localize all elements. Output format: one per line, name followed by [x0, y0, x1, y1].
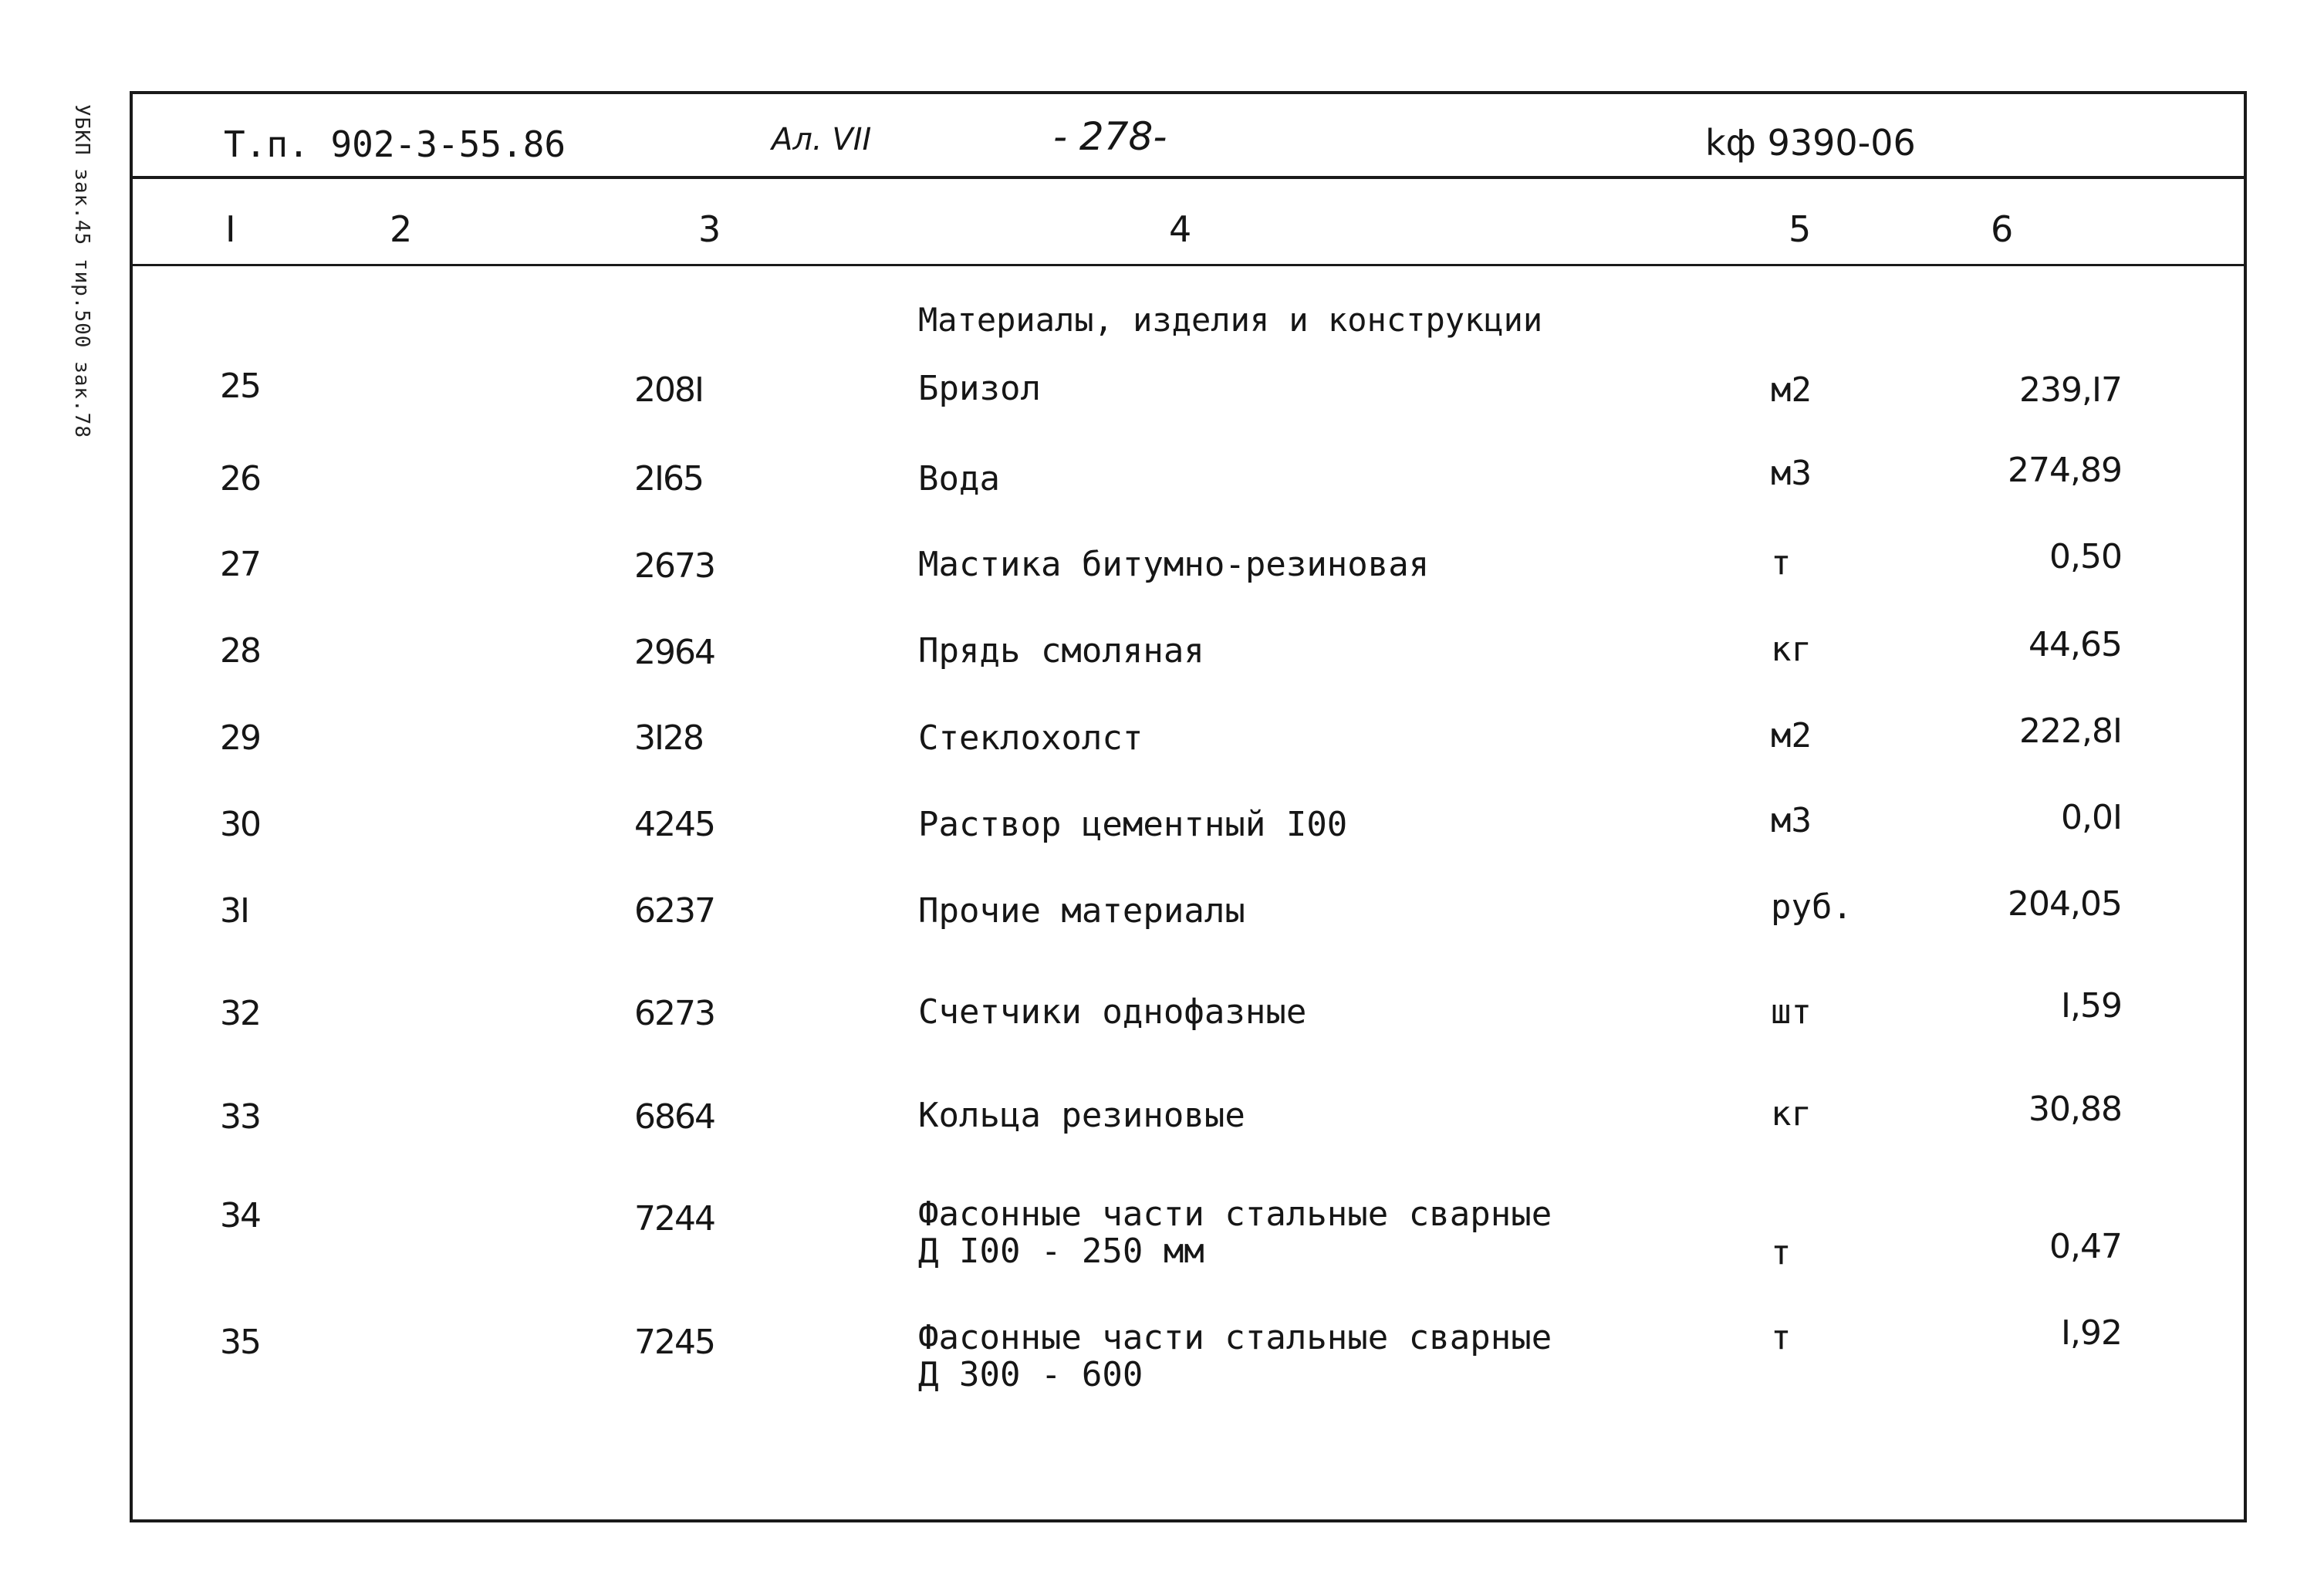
row-number: 35 [220, 1323, 260, 1362]
row-code: 6237 [634, 891, 714, 931]
document-code: kф 9390-06 [1705, 122, 1916, 164]
row-code: 3I28 [634, 718, 703, 758]
row-code: 208I [634, 370, 703, 410]
row-unit: т [1771, 1233, 1792, 1272]
col-header-6: 6 [1991, 208, 2014, 250]
row-code: 2673 [634, 546, 714, 586]
row-name: Мастика битумно-резиновая [918, 545, 1430, 584]
row-name: Прочие материалы [918, 891, 1245, 931]
col-header-4: 4 [1169, 208, 1192, 250]
col-header-5: 5 [1789, 208, 1812, 250]
row-number: 30 [220, 805, 260, 844]
row-number: 28 [220, 631, 260, 671]
row-code: 6864 [634, 1097, 714, 1137]
header-divider [130, 176, 2247, 179]
row-name: Фасонные части стальные сварные [918, 1318, 1552, 1357]
row-name: Раствор цементный I00 [918, 805, 1348, 844]
side-note: УБКП зак.45 тир.500 зак.78 [70, 104, 93, 438]
row-unit: т [1771, 543, 1792, 583]
row-quantity: 30,88 [2028, 1090, 2122, 1129]
row-name: Прядь смоляная [918, 631, 1204, 671]
row-name: Фасонные части стальные сварные [918, 1195, 1552, 1234]
project-number: Т.п. 902-3-55.86 [224, 123, 566, 165]
row-number: 26 [220, 459, 260, 498]
row-name: Кольца резиновые [918, 1096, 1245, 1135]
row-name-line2: Д I00 - 250 мм [918, 1232, 1204, 1271]
row-name: Вода [918, 459, 1000, 498]
row-quantity: 274,89 [2008, 451, 2122, 490]
row-code: 6273 [634, 994, 714, 1033]
row-name: Счетчики однофазные [918, 992, 1307, 1032]
row-quantity: 0,50 [2049, 537, 2122, 576]
section-title: Материалы, изделия и конструкции [918, 301, 1543, 339]
row-number: 27 [220, 545, 260, 584]
row-code: 7245 [634, 1323, 714, 1362]
row-unit: м3 [1771, 454, 1812, 493]
col-header-2: 2 [390, 208, 413, 250]
row-unit: м3 [1771, 801, 1812, 840]
row-quantity: 0,0I [2061, 798, 2122, 837]
row-quantity: 239,I7 [2019, 370, 2122, 410]
row-quantity: I,59 [2061, 986, 2122, 1026]
row-code: 4245 [634, 805, 714, 844]
row-number: 33 [220, 1097, 260, 1137]
row-name: Бризол [918, 369, 1041, 408]
row-code: 2964 [634, 633, 714, 672]
row-code: 7244 [634, 1199, 714, 1238]
row-unit: кг [1771, 1094, 1812, 1134]
row-name: Стеклохолст [918, 718, 1143, 758]
row-code: 2I65 [634, 459, 703, 498]
row-unit: руб. [1771, 887, 1853, 927]
row-unit: т [1771, 1318, 1792, 1357]
column-header-divider [130, 264, 2247, 266]
row-unit: кг [1771, 630, 1812, 669]
row-name-line2: Д 300 - 600 [918, 1355, 1143, 1394]
col-header-3: 3 [698, 208, 721, 250]
row-unit: м2 [1771, 716, 1812, 755]
row-quantity: 0,47 [2049, 1227, 2122, 1266]
row-number: 25 [220, 367, 260, 406]
row-quantity: 222,8I [2019, 711, 2122, 751]
row-unit: шт [1771, 992, 1812, 1032]
row-quantity: I,92 [2061, 1313, 2122, 1353]
row-unit: м2 [1771, 370, 1812, 410]
page-number: - 278- [1053, 114, 1167, 159]
row-number: 32 [220, 994, 260, 1033]
album-number: Ал. VII [772, 122, 872, 157]
row-number: 29 [220, 718, 260, 758]
row-number: 3I [220, 891, 248, 931]
row-quantity: 44,65 [2028, 625, 2122, 664]
row-number: 34 [220, 1196, 260, 1235]
col-header-1: I [225, 208, 236, 250]
row-quantity: 204,05 [2008, 884, 2122, 924]
